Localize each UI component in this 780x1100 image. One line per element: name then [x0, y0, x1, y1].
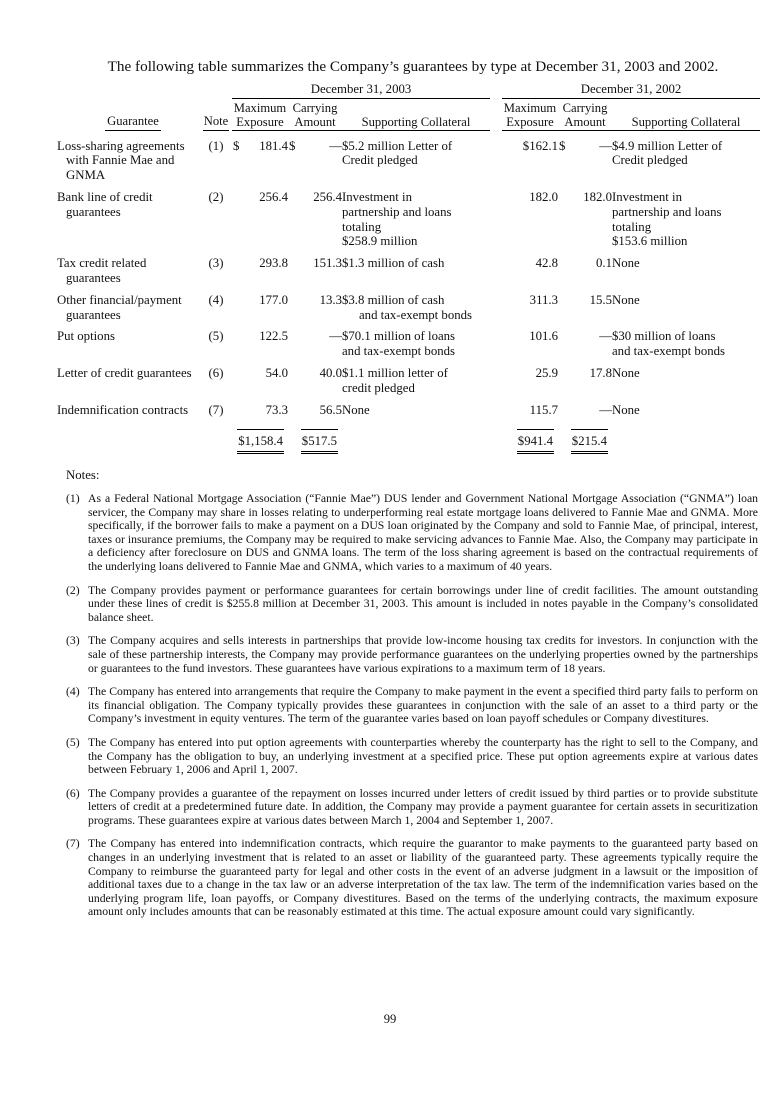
column-header-collateral-label-2002: Supporting Collateral — [631, 114, 741, 129]
cell-collateral-2002-line-1: $4.9 million Letter of — [612, 138, 723, 153]
cell-max-exposure-2002: $162.1 — [522, 138, 558, 153]
note-item — [66, 787, 758, 828]
column-header-maximum-exposure-2002 — [502, 98, 558, 132]
total-max-exposure-2002 — [502, 417, 558, 454]
cell-collateral-2002-line-1: Investment in — [612, 189, 683, 204]
note-text: The Company has entered into indemnification contracts, which require the guarantor to make payments to the guaranteed party based on changes in an underlying investment that is related to an asset or liability of the guaranteed party. These agreements typically require the Company to reimburse the guaranteed party for legal and other costs in the event of an adverse judgment in a lawsuit or the imposition of additional taxes due to a change in the tax law or an adverse interpretation of the tax law. The term of the indemnification varies based on the underlying program life, loan payoffs, or Company divestitures. Based on the terms of the underlying contracts, the maximum exposure amount only includes amounts that can be reasonably estimated at this time. The actual exposure amount could vary significantly. — [88, 837, 758, 919]
totals-spacer-collateral-2003 — [342, 417, 490, 454]
column-header-supporting-collateral-2003 — [342, 98, 490, 132]
cell-carrying-amount-2003-value: — — [329, 138, 342, 153]
cell-collateral-2002 — [612, 132, 760, 183]
note-text: As a Federal National Mortgage Association (“Fannie Mae”) DUS lender and Government National Mortgage Association (“GNMA”) loan servicer, the Company may share in losses relating to underperforming real estate mortgage loans delivered to Fannie Mae and GNMA. More specifically, if the borrower fails to make a payment on a DUS loan originated by the Company and sold to Fannie Mae, of principal, interest, taxes or insurance premiums, the Company may be required to make servicing advances to Fannie Mae. Also, the Company may participate in a deficiency after foreclosure on DUS and GNMA loans. The term of the loss sharing agreement is based on the contractual requirements of the underlying loans delivered to Fannie Mae and GNMA, which varies to a maximum of 40 years. — [88, 492, 758, 573]
total-max-exposure-2002-value: $941.4 — [517, 429, 554, 454]
cell-carrying-amount-2002: — — [599, 329, 612, 344]
table-totals-row — [66, 417, 760, 454]
column-header-maximum-2003: Maximum — [233, 100, 287, 115]
currency-symbol-2003-max: $ — [233, 138, 240, 153]
column-header-exposure-2002: Exposure — [506, 114, 554, 129]
cell-collateral-2003 — [342, 322, 490, 359]
cell-collateral-2003-line-1: $70.1 million of loans — [342, 329, 456, 344]
table-row — [66, 322, 760, 359]
cell-spacer — [490, 322, 502, 359]
column-header-rule-carry-2002 — [558, 130, 612, 131]
cell-collateral-2003-line-2: partnership and loans — [342, 204, 452, 219]
column-header-carrying-amount-2002 — [558, 98, 612, 132]
cell-guarantee-type: Indemnification contracts — [57, 402, 189, 417]
column-header-guarantee-label: Guarantee — [105, 114, 161, 131]
cell-carrying-amount-2002-value: — — [599, 138, 612, 153]
cell-collateral-2003 — [342, 359, 490, 396]
cell-collateral-2003 — [342, 132, 490, 183]
cell-collateral-2003-line-1: Investment in — [342, 189, 413, 204]
cell-max-exposure-2002: 101.6 — [529, 329, 558, 344]
cell-spacer — [490, 359, 502, 396]
cell-spacer — [490, 286, 502, 323]
currency-symbol-2003-carry: $ — [289, 138, 296, 153]
cell-spacer — [490, 249, 502, 286]
cell-carrying-amount-2002: 17.8 — [589, 365, 612, 380]
cell-carrying-amount-2003: 40.0 — [319, 365, 342, 380]
cell-collateral-2002-line-1: None — [612, 365, 640, 380]
cell-collateral-2002-line-2: partnership and loans — [612, 204, 722, 219]
total-carrying-amount-2002-value: $215.4 — [571, 429, 608, 454]
table-group-header-row — [66, 82, 760, 98]
column-header-rule-collateral-2002 — [612, 130, 760, 131]
cell-spacer — [490, 132, 502, 183]
cell-guarantee-type: Other financial/payment guarantees — [57, 292, 182, 322]
column-header-supporting-collateral-2002 — [612, 98, 760, 132]
cell-collateral-2003-line-2: and tax-exempt bonds — [359, 307, 473, 322]
cell-max-exposure-2002: 42.8 — [535, 256, 558, 271]
note-marker: (2) — [66, 583, 80, 597]
note-marker: (4) — [66, 685, 80, 699]
note-item — [66, 837, 758, 919]
cell-carrying-amount-2003: 13.3 — [319, 292, 342, 307]
column-header-carrying-2002: Carrying — [562, 100, 608, 115]
column-header-amount-2003: Amount — [294, 114, 336, 129]
cell-max-exposure-2002: 25.9 — [535, 365, 558, 380]
cell-carrying-amount-2002: 0.1 — [596, 256, 612, 271]
cell-collateral-2003-line-2: Credit pledged — [342, 153, 418, 168]
table-row — [66, 286, 760, 323]
cell-spacer — [490, 396, 502, 418]
note-text: The Company has entered into put option agreements with counterparties whereby the counterparty has the right to sell to the Company, and the Company has the obligation to buy, an underlying investment at a specified price. These put option agreements expire at various dates between February 1, 2006 and April 1, 2007. — [88, 735, 758, 777]
group-header-2003: December 31, 2003 — [232, 82, 490, 98]
cell-collateral-2003-line-1: $1.3 million of cash — [342, 256, 445, 271]
column-header-rule-collateral-2003 — [342, 130, 490, 131]
note-marker: (1) — [66, 492, 80, 505]
column-header-exposure-2003: Exposure — [236, 114, 284, 129]
cell-note-reference[interactable]: (4) — [208, 292, 224, 307]
cell-max-exposure-2003: 122.5 — [259, 329, 288, 344]
cell-collateral-2002 — [612, 359, 760, 396]
cell-carrying-amount-2003: 256.4 — [313, 189, 342, 204]
table-row — [66, 132, 760, 183]
note-item — [66, 584, 758, 625]
table-row — [66, 183, 760, 249]
note-item — [66, 736, 758, 777]
cell-note-reference[interactable]: (7) — [208, 402, 224, 417]
cell-max-exposure-2003 — [232, 132, 288, 183]
column-header-rule-carry-2003 — [288, 130, 342, 131]
note-text: The Company acquires and sells interests in partnerships that provide low-income housing tax credits for investors. In conjunction with the sale of these partnership interests, the Company may provide performance guarantees on the underlying properties owned by the partnerships or guarantees to the fund investors. These guarantees have various expirations to a maximum term of 18 years. — [88, 634, 758, 675]
note-text: The Company provides a guarantee of the repayment on losses incurred under letters of credit issued by third parties or to provide substitute letters of credit at a predetermined future date. In addition, the Company may provide a payment guarantee for certain assets in securitization programs. These guarantees expire at various dates between March 1, 2004 and September 1, 2007. — [88, 786, 758, 827]
intro-paragraph: The following table summarizes the Company’s guarantees by type at December 31, 2003 and 2002. — [107, 58, 719, 75]
cell-carrying-amount-2002: 182.0 — [583, 189, 612, 204]
table-row — [66, 359, 760, 396]
table-row — [66, 396, 760, 418]
cell-collateral-2002-line-2: and tax-exempt bonds — [612, 344, 726, 359]
cell-collateral-2002 — [612, 249, 760, 286]
cell-carrying-amount-2002: 15.5 — [589, 292, 612, 307]
cell-collateral-2002 — [612, 183, 760, 249]
cell-collateral-2003-line-1: None — [342, 402, 370, 417]
cell-collateral-2003-line-3: totaling — [342, 219, 382, 234]
cell-max-exposure-2003-value: 181.4 — [259, 138, 288, 153]
cell-carrying-amount-2003: — — [329, 329, 342, 344]
note-item — [66, 685, 758, 726]
column-header-rule-maxexp-2002 — [502, 130, 558, 131]
total-carrying-amount-2003-value: $517.5 — [301, 429, 338, 454]
cell-collateral-2003 — [342, 396, 490, 418]
column-header-carrying-2003: Carrying — [292, 100, 338, 115]
note-marker: (3) — [66, 634, 80, 648]
totals-spacer-guarantee — [66, 417, 200, 454]
note-text: The Company provides payment or performance guarantees for certain borrowings under line of credit facilities. The amount outstanding under these lines of credit is $255.8 million at December 31, 2003. This amount is included in notes payable in the Company’s consolidated balance sheet. — [88, 583, 758, 624]
note-marker: (7) — [66, 837, 80, 851]
cell-collateral-2002 — [612, 322, 760, 359]
currency-symbol-2002-carry: $ — [559, 138, 566, 153]
column-header-collateral-label-2003: Supporting Collateral — [361, 114, 471, 129]
total-max-exposure-2003-value: $1,158.4 — [237, 429, 284, 454]
column-header-amount-2002: Amount — [564, 114, 606, 129]
note-item — [66, 492, 758, 574]
cell-collateral-2003-line-2: credit pledged — [342, 380, 415, 395]
cell-max-exposure-2002: 311.3 — [529, 292, 558, 307]
cell-note-reference[interactable]: (3) — [208, 256, 224, 271]
note-item — [66, 634, 758, 675]
totals-spacer-collateral-2002 — [612, 417, 760, 454]
cell-collateral-2003 — [342, 286, 490, 323]
cell-collateral-2003-line-2: and tax-exempt bonds — [342, 344, 456, 359]
cell-collateral-2003-line-1: $5.2 million Letter of — [342, 138, 453, 153]
cell-max-exposure-2002: 115.7 — [529, 402, 558, 417]
cell-max-exposure-2003: 73.3 — [265, 402, 288, 417]
cell-max-exposure-2003: 256.4 — [259, 189, 288, 204]
group-header-spacer-left — [66, 82, 200, 98]
cell-carrying-amount-2003: 56.5 — [319, 402, 342, 417]
cell-carrying-amount-2002 — [558, 132, 612, 183]
cell-collateral-2003-line-1: $1.1 million letter of — [342, 365, 448, 380]
cell-note-reference[interactable]: (6) — [208, 365, 224, 380]
cell-collateral-2003 — [342, 249, 490, 286]
page-number: 99 — [383, 1012, 397, 1026]
column-header-carrying-amount-2003 — [288, 98, 342, 132]
cell-max-exposure-2002: 182.0 — [529, 189, 558, 204]
cell-collateral-2002-line-1: None — [612, 402, 640, 417]
group-header-spacer-note — [200, 82, 232, 98]
cell-collateral-2003-line-1: $3.8 million of cash — [342, 292, 445, 307]
cell-guarantee-type: Tax credit related guarantees — [57, 256, 147, 285]
table-row — [66, 249, 760, 286]
table-header — [66, 82, 760, 132]
cell-max-exposure-2003: 177.0 — [259, 292, 288, 307]
total-carrying-amount-2002 — [558, 417, 612, 454]
table-body — [57, 132, 760, 454]
cell-carrying-amount-2003: 151.3 — [313, 256, 342, 271]
cell-note-reference[interactable]: (2) — [208, 189, 224, 204]
column-header-guarantee — [66, 98, 200, 132]
total-max-exposure-2003 — [232, 417, 288, 454]
cell-guarantee-type: Loss-sharing agreements with Fannie Mae and GNMA — [57, 138, 185, 183]
cell-collateral-2003-line-4: $258.9 million — [342, 234, 418, 249]
column-header-maximum-exposure-2003 — [232, 98, 288, 132]
group-header-2002: December 31, 2002 — [502, 82, 760, 98]
cell-collateral-2003 — [342, 183, 490, 249]
note-text: The Company has entered into arrangements that require the Company to make payment in the event a specified third party fails to perform on its financial obligation. The Company typically provides these guarantees in conjunction with the sale of an asset to a third party or the Company’s investment in equity ventures. The term of the guarantee varies based on loan payoff schedules or Company divestitures. — [88, 685, 758, 726]
cell-guarantee-type: Put options — [57, 329, 115, 344]
cell-collateral-2002 — [612, 286, 760, 323]
cell-collateral-2002-line-4: $153.6 million — [612, 234, 688, 249]
notes-label: Notes: — [66, 468, 100, 482]
cell-spacer — [490, 183, 502, 249]
guarantees-table — [57, 82, 760, 454]
group-header-spacer-mid — [490, 82, 502, 98]
cell-collateral-2002-line-1: None — [612, 256, 640, 271]
note-marker: (6) — [66, 786, 80, 800]
cell-max-exposure-2003: 293.8 — [259, 256, 288, 271]
cell-guarantee-type: Letter of credit guarantees — [57, 365, 192, 380]
cell-collateral-2002 — [612, 396, 760, 418]
cell-guarantee-type: Bank line of credit guarantees — [57, 189, 153, 219]
notes-list — [66, 492, 758, 929]
cell-note-reference[interactable]: (5) — [208, 329, 224, 344]
cell-collateral-2002-line-3: totaling — [612, 219, 652, 234]
cell-carrying-amount-2003 — [288, 132, 342, 183]
cell-max-exposure-2003: 54.0 — [265, 365, 288, 380]
cell-collateral-2002-line-1: $30 million of loans — [612, 329, 716, 344]
column-header-rule-maxexp-2003 — [232, 130, 288, 131]
totals-spacer-mid — [490, 417, 502, 454]
cell-carrying-amount-2002: — — [599, 402, 612, 417]
column-header-note-label: Note — [203, 114, 229, 131]
total-carrying-amount-2003 — [288, 417, 342, 454]
table-column-header-row — [66, 98, 760, 132]
note-marker: (5) — [66, 735, 80, 749]
column-header-spacer-mid — [490, 98, 502, 132]
cell-note-reference[interactable]: (1) — [208, 138, 224, 153]
cell-collateral-2002-line-2: Credit pledged — [612, 153, 688, 168]
column-header-maximum-2002: Maximum — [503, 100, 557, 115]
column-header-note — [200, 98, 232, 132]
cell-collateral-2002-line-1: None — [612, 292, 640, 307]
totals-spacer-note — [200, 417, 232, 454]
